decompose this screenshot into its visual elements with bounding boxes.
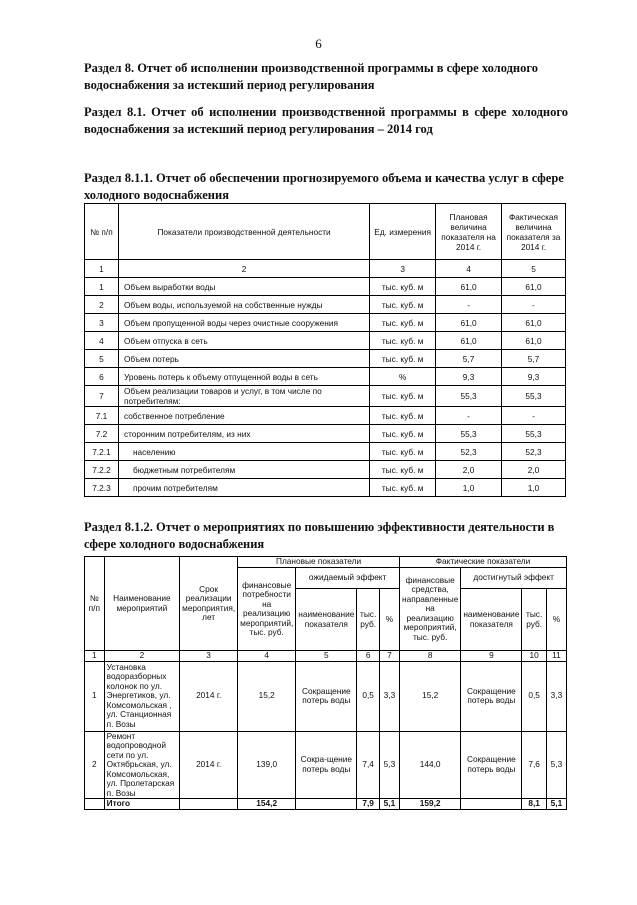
- indicator-name: бюджетным потребителям: [118, 461, 369, 479]
- indicator-name: Объем отпуска в сеть: [118, 332, 369, 350]
- plan-value: 2,0: [436, 461, 502, 479]
- table-row: [85, 278, 566, 296]
- header-cell: № п/п: [85, 557, 105, 651]
- total-fact-pct: 5,1: [546, 799, 566, 810]
- header-cell: наименование показателя: [461, 589, 522, 651]
- total-label: Итого: [104, 799, 179, 810]
- header-cell: Плановая величина показателя на 2014 г.: [436, 204, 502, 260]
- row-number: 7.2.2: [85, 461, 119, 479]
- plan-value: 1,0: [436, 479, 502, 497]
- fact-finance: 15,2: [400, 661, 461, 731]
- fact-finance: 144,0: [400, 731, 461, 799]
- header-cell: финансовые средства, направленные на реализацию мероприятий, тыс. руб.: [400, 568, 461, 651]
- plan-value: 55,3: [436, 425, 502, 443]
- fact-ths: 7,6: [522, 731, 546, 799]
- col-number: 6: [357, 651, 380, 662]
- header-cell: № п/п: [85, 204, 119, 260]
- plan-indicator: Сокра-щение потерь воды: [296, 731, 357, 799]
- header-cell: %: [379, 589, 399, 651]
- table-row: [85, 479, 566, 497]
- unit-cell: тыс. куб. м: [370, 479, 436, 497]
- header-cell: Плановые показатели: [238, 557, 400, 568]
- row-number: 4: [85, 332, 119, 350]
- fact-indicator: Сокращение потерь воды: [461, 731, 522, 799]
- unit-cell: тыс. куб. м: [370, 296, 436, 314]
- col-number: 8: [400, 651, 461, 662]
- fact-indicator: Сокращение потерь воды: [461, 661, 522, 731]
- col-number: 4: [238, 651, 296, 662]
- plan-indicator: Сокращение потерь воды: [296, 661, 357, 731]
- fact-value: 61,0: [502, 332, 566, 350]
- plan-pct: 3,3: [379, 661, 399, 731]
- indicator-name: сторонним потребителям, из них: [118, 425, 369, 443]
- plan-value: 52,3: [436, 443, 502, 461]
- indicator-name: прочим потребителям: [118, 479, 369, 497]
- indicator-name: населению: [118, 443, 369, 461]
- total-fact-ths: 8,1: [522, 799, 546, 810]
- row-number: 2: [85, 296, 119, 314]
- indicator-name: Объем реализации товаров и услуг, в том числе по потребителям:: [118, 386, 369, 407]
- fact-value: 52,3: [502, 443, 566, 461]
- header-cell: ожидаемый эффект: [296, 568, 400, 589]
- column-number-row: [85, 260, 566, 278]
- production-indicators-table: [84, 203, 566, 497]
- header-cell: тыс. руб.: [522, 589, 546, 651]
- col-number: 3: [370, 260, 436, 278]
- row-number: 1: [85, 661, 105, 731]
- fact-value: 1,0: [502, 479, 566, 497]
- col-number: 2: [118, 260, 369, 278]
- fact-value: 61,0: [502, 278, 566, 296]
- header-cell: %: [546, 589, 566, 651]
- row-number: 6: [85, 368, 119, 386]
- table-row: [85, 350, 566, 368]
- total-row: [85, 799, 567, 810]
- section-8-1-heading: Раздел 8.1. Отчет об исполнении производственной программы в сфере холодного водоснабжения за истекший период регулирования – 2014 год: [84, 105, 568, 136]
- plan-value: 55,3: [436, 386, 502, 407]
- fact-value: 55,3: [502, 386, 566, 407]
- header-cell: Срок реализации мероприятия, лет: [180, 557, 238, 651]
- col-number: 9: [461, 651, 522, 662]
- header-cell: тыс. руб.: [357, 589, 380, 651]
- table-row: [85, 386, 566, 407]
- row-number: 5: [85, 350, 119, 368]
- section-8-heading: Раздел 8. Отчет об исполнении производственной программы в сфере холодного водоснабжения за истекший период регулирования: [84, 61, 538, 92]
- plan-value: -: [436, 407, 502, 425]
- table-header-row: [85, 204, 566, 260]
- measure-term: 2014 г.: [180, 731, 238, 799]
- unit-cell: тыс. куб. м: [370, 314, 436, 332]
- unit-cell: тыс. куб. м: [370, 425, 436, 443]
- plan-finance: 15,2: [238, 661, 296, 731]
- page-number: 6: [315, 36, 322, 51]
- fact-pct: 5,3: [546, 731, 566, 799]
- fact-pct: 3,3: [546, 661, 566, 731]
- header-cell: Наименование мероприятий: [104, 557, 179, 651]
- row-number: 2: [85, 731, 105, 799]
- table-row: [85, 368, 566, 386]
- row-number: 3: [85, 314, 119, 332]
- total-empty-cell: [296, 799, 357, 810]
- unit-cell: тыс. куб. м: [370, 443, 436, 461]
- indicator-name: Объем пропущенной воды через очистные сооружения: [118, 314, 369, 332]
- row-number: 7: [85, 386, 119, 407]
- indicator-name: Объем воды, используемой на собственные нужды: [118, 296, 369, 314]
- section-8-1-1-heading: Раздел 8.1.1. Отчет об обеспечении прогнозируемого объема и качества услуг в сфере холодного водоснабжения: [84, 171, 564, 202]
- measure-term: 2014 г.: [180, 661, 238, 731]
- col-number: 1: [85, 260, 119, 278]
- col-number: 5: [296, 651, 357, 662]
- table-row: [85, 731, 567, 799]
- fact-value: 55,3: [502, 425, 566, 443]
- row-number: 7.1: [85, 407, 119, 425]
- header-cell: Фактическая величина показателя за 2014 г.: [502, 204, 566, 260]
- indicator-name: Объем потерь: [118, 350, 369, 368]
- col-number: 4: [436, 260, 502, 278]
- total-empty-cell: [461, 799, 522, 810]
- total-plan-finance: 154,2: [238, 799, 296, 810]
- table-row: [85, 314, 566, 332]
- table-header-row: [85, 557, 567, 568]
- row-number: 7.2.3: [85, 479, 119, 497]
- total-empty-cell: [85, 799, 105, 810]
- total-plan-pct: 5,1: [379, 799, 399, 810]
- header-cell: Ед. измерения: [370, 204, 436, 260]
- column-number-row: [85, 651, 567, 662]
- fact-ths: 0,5: [522, 661, 546, 731]
- section-8-1-2-heading: Раздел 8.1.2. Отчет о мероприятиях по повышению эффективности деятельности в сфере холодного водоснабжения: [84, 520, 555, 551]
- plan-ths: 0,5: [357, 661, 380, 731]
- fact-value: 9,3: [502, 368, 566, 386]
- col-number: 2: [104, 651, 179, 662]
- unit-cell: тыс. куб. м: [370, 278, 436, 296]
- table-row: [85, 443, 566, 461]
- col-number: 10: [522, 651, 546, 662]
- header-cell: достигнутый эффект: [461, 568, 567, 589]
- plan-value: 5,7: [436, 350, 502, 368]
- fact-value: 61,0: [502, 314, 566, 332]
- col-number: 7: [379, 651, 399, 662]
- fact-value: -: [502, 296, 566, 314]
- header-cell: Фактические показатели: [400, 557, 567, 568]
- col-number: 3: [180, 651, 238, 662]
- fact-value: 2,0: [502, 461, 566, 479]
- unit-cell: %: [370, 368, 436, 386]
- total-empty-cell: [180, 799, 238, 810]
- unit-cell: тыс. куб. м: [370, 461, 436, 479]
- plan-value: 61,0: [436, 278, 502, 296]
- plan-value: -: [436, 296, 502, 314]
- header-cell: финансовые потребности на реализацию мероприятий, тыс. руб.: [238, 568, 296, 651]
- indicator-name: Уровень потерь к объему отпущенной воды в сеть: [118, 368, 369, 386]
- row-number: 7.2: [85, 425, 119, 443]
- efficiency-measures-table: [84, 556, 567, 810]
- row-number: 1: [85, 278, 119, 296]
- table-row: [85, 407, 566, 425]
- table-row: [85, 425, 566, 443]
- table-row: [85, 461, 566, 479]
- total-plan-ths: 7,9: [357, 799, 380, 810]
- unit-cell: тыс. куб. м: [370, 350, 436, 368]
- total-fact-finance: 159,2: [400, 799, 461, 810]
- header-cell: наименование показателя: [296, 589, 357, 651]
- table-row: [85, 661, 567, 731]
- row-number: 7.2.1: [85, 443, 119, 461]
- unit-cell: тыс. куб. м: [370, 386, 436, 407]
- plan-finance: 139,0: [238, 731, 296, 799]
- fact-value: -: [502, 407, 566, 425]
- unit-cell: тыс. куб. м: [370, 332, 436, 350]
- header-cell: Показатели производственной деятельности: [118, 204, 369, 260]
- measure-name: Установка водоразборных колонок по ул. Энергетиков, ул. Комсомольская , ул. Станционная п. Возы: [104, 661, 179, 731]
- indicator-name: Объем выработки воды: [118, 278, 369, 296]
- table-row: [85, 332, 566, 350]
- measure-name: Ремонт водопроводной сети по ул. Октябрьская, ул. Комсомольская, ул. Пролетарская п. Возы: [104, 731, 179, 799]
- col-number: 1: [85, 651, 105, 662]
- fact-value: 5,7: [502, 350, 566, 368]
- unit-cell: тыс. куб. м: [370, 407, 436, 425]
- plan-ths: 7,4: [357, 731, 380, 799]
- col-number: 5: [502, 260, 566, 278]
- col-number: 11: [546, 651, 566, 662]
- plan-value: 61,0: [436, 314, 502, 332]
- plan-value: 9,3: [436, 368, 502, 386]
- indicator-name: собственное потребление: [118, 407, 369, 425]
- table-row: [85, 296, 566, 314]
- plan-pct: 5,3: [379, 731, 399, 799]
- table-body: [85, 278, 566, 497]
- plan-value: 61,0: [436, 332, 502, 350]
